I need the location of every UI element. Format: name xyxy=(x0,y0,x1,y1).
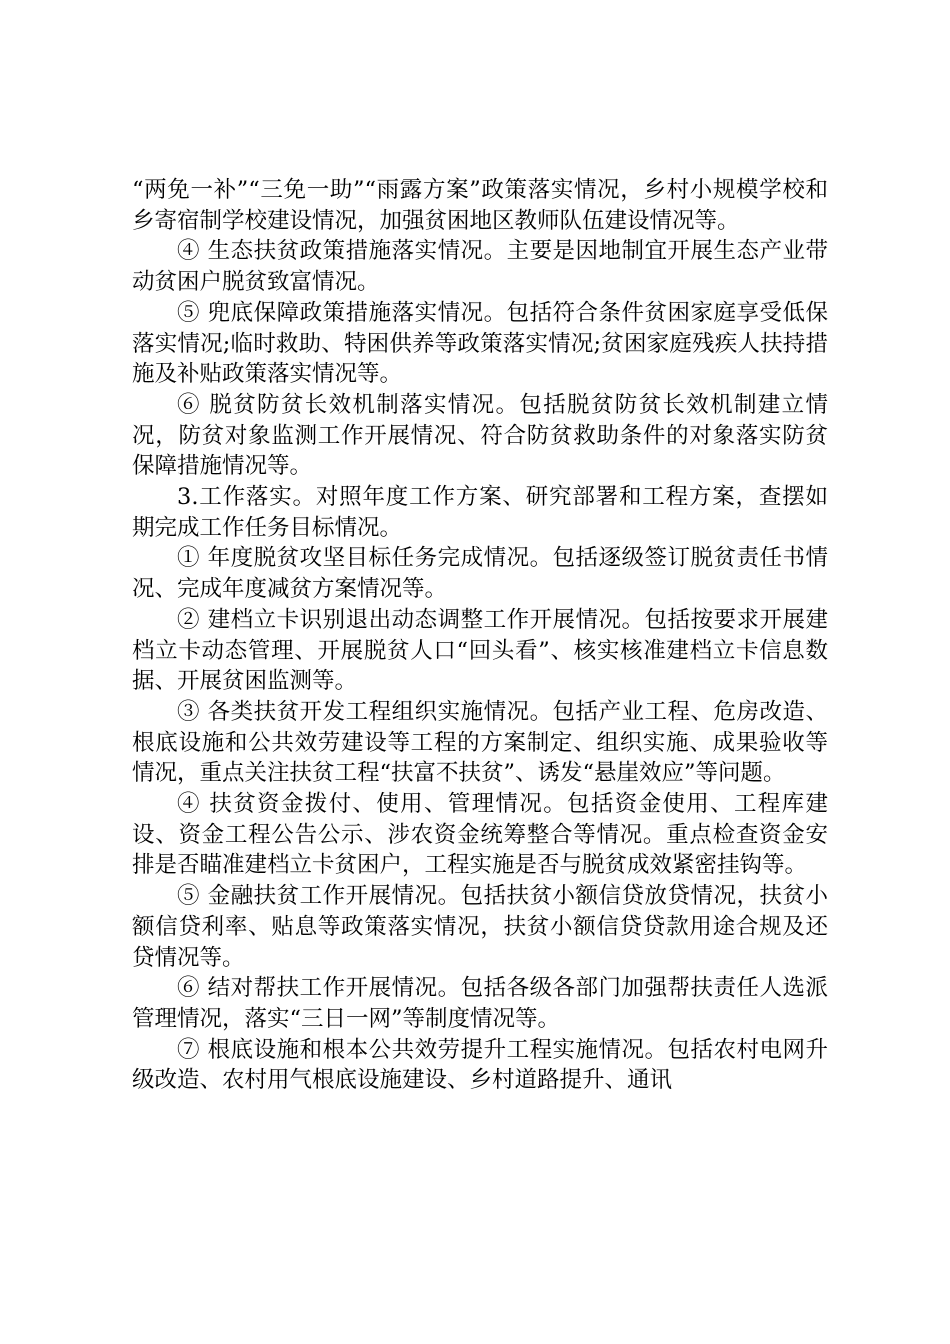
paragraph-registration-adjustment: ② 建档立卡识别退出动态调整工作开展情况。包括按要求开展建档立卡动态管理、开展脱贫人口“回头看”、核实核准建档立卡信息数据、开展贫困监测等。 xyxy=(132,606,828,695)
document-page xyxy=(132,175,828,1096)
paragraph-financial-poverty-relief: ⑤ 金融扶贫工作开展情况。包括扶贫小额信贷放贷情况，扶贫小额信贷利率、贴息等政策落实情况，扶贫小额信贷贷款用途合规及还贷情况等。 xyxy=(132,883,828,971)
paragraph-ecological-poverty-relief: ④ 生态扶贫政策措施落实情况。主要是因地制宜开展生态产业带动贫困户脱贫致富情况。 xyxy=(132,238,828,296)
paragraph-paired-assistance: ⑥ 结对帮扶工作开展情况。包括各级各部门加强帮扶责任人选派管理情况，落实“三日一网”等制度情况等。 xyxy=(132,975,828,1032)
paragraph-annual-targets: ① 年度脱贫攻坚目标任务完成情况。包括逐级签订脱贫责任书情况、完成年度减贫方案情况等。 xyxy=(132,545,828,603)
paragraph-long-term-mechanism: ⑥ 脱贫防贫长效机制落实情况。包括脱贫防贫长效机制建立情况，防贫对象监测工作开展情况、符合防贫救助条件的对象落实防贫保障措施情况等。 xyxy=(132,391,828,480)
paragraph-funds-management: ④ 扶贫资金拨付、使用、管理情况。包括资金使用、工程库建设、资金工程公告公示、涉农资金统筹整合等情况。重点检查资金安排是否瞄准建档立卡贫困户，工程实施是否与脱贫成效紧密挂钩等。 xyxy=(132,791,828,879)
paragraph-education-policy: “两免一补”“三免一助”“雨露方案”政策落实情况，乡村小规模学校和乡寄宿制学校建设情况，加强贫困地区教师队伍建设情况等。 xyxy=(132,177,828,234)
paragraph-safety-net: ⑤ 兜底保障政策措施落实情况。包括符合条件贫困家庭享受低保落实情况;临时救助、特困供养等政策落实情况;贫困家庭残疾人扶持措施及补贴政策落实情况等。 xyxy=(132,299,828,388)
paragraph-infrastructure-services: ⑦ 根底设施和根本公共效劳提升工程实施情况。包括农村电网升级改造、农村用气根底设施建设、乡村道路提升、通讯 xyxy=(132,1036,828,1094)
paragraph-project-implementation: ③ 各类扶贫开发工程组织实施情况。包括产业工程、危房改造、根底设施和公共效劳建设等工程的方案制定、组织实施、成果验收等情况，重点关注扶贫工程“扶富不扶贫”、诱发“悬崖效应”等问题。 xyxy=(132,698,828,787)
paragraph-work-implementation-heading: 3.工作落实。对照年度工作方案、研究部署和工程方案，查摆如期完成工作任务目标情况。 xyxy=(132,484,828,541)
